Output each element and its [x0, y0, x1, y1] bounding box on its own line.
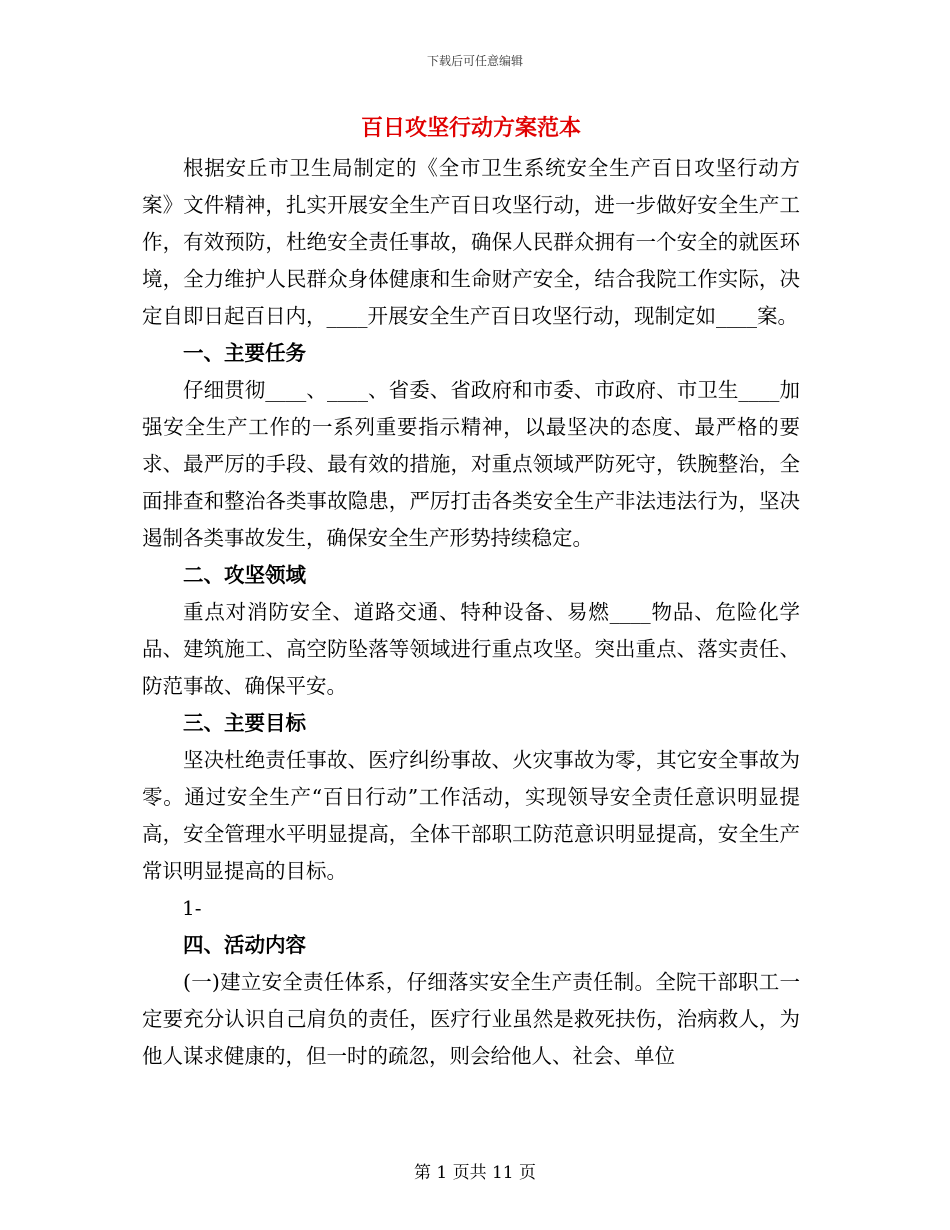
- page-footer: 第 1 页共 11 页: [413, 1163, 537, 1183]
- section-heading-1: 一、主要任务: [183, 341, 306, 365]
- intro-paragraph: 根据安丘市卫生局制定的《全市卫生系统安全生产百日攻坚行动方案》文件精神，扎实开展安全生产百日攻坚行动，进一步做好安全生产工作，有效预防，杜绝安全责任事故，确保人民群众拥有一个安全的就医环境，全力维护人民群众身体健康和生命财产安全，结合我院工作实际，决定自即日起百日内，____开展安全生产百日攻坚行动，现制定如____案。: [142, 156, 800, 328]
- section-heading-2: 二、攻坚领域: [183, 563, 306, 587]
- section-paragraph-1: 仔细贯彻____、____、省委、省政府和市委、市政府、市卫生____加强安全生产工作的一系列重要指示精神，以最坚决的态度、最严格的要求、最严厉的手段、最有效的措施，对重点领域严防死守，铁腕整治，全面排查和整治各类事故隐患，严厉打击各类安全生产非法违法行为，坚决遏制各类事故发生，确保安全生产形势持续稳定。: [142, 378, 800, 550]
- document-title: 百日攻坚行动方案范本: [360, 115, 581, 141]
- inline-page-mark: 1-: [182, 896, 202, 920]
- header-note: 下载后可任意编辑: [426, 54, 523, 68]
- section-heading-4: 四、活动内容: [183, 933, 306, 957]
- section-paragraph-3: 坚决杜绝责任事故、医疗纠纷事故、火灾事故为零，其它安全事故为零。通过安全生产“百日行动”工作活动，实现领导安全责任意识明显提高，安全管理水平明显提高，全体干部职工防范意识明显提高，安全生产常识明显提高的目标。: [142, 748, 800, 883]
- document-body: [142, 108, 800, 1075]
- section-heading-3: 三、主要目标: [183, 711, 306, 735]
- section-paragraph-4: (一)建立安全责任体系，仔细落实安全生产责任制。全院干部职工一定要充分认识自己肩负的责任，医疗行业虽然是救死扶伤，治病救人，为他人谋求健康的，但一时的疏忽，则会给他人、社会、单位: [142, 970, 800, 1068]
- section-paragraph-2: 重点对消防安全、道路交通、特种设备、易燃____物品、危险化学品、建筑施工、高空防坠落等领域进行重点攻坚。突出重点、落实责任、防范事故、确保平安。: [142, 600, 800, 698]
